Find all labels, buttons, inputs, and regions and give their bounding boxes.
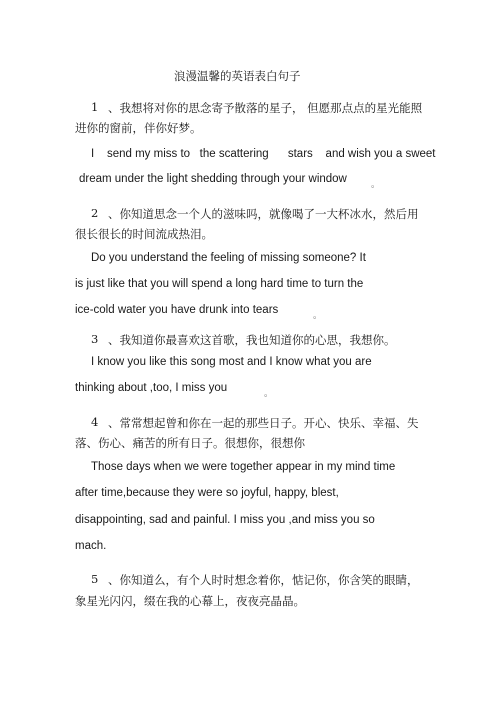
item-3-chinese-line-1: 、我知道你最喜欢这首歌，我也知道你的心思，我想你。: [108, 333, 396, 347]
item-2-number: 2: [91, 206, 99, 220]
item-1-chinese-line-2: 进你的窗前，伴你好梦。: [75, 121, 202, 135]
item-4-number: 4: [91, 415, 99, 429]
item-2-english-line-1: Do you understand the feeling of missing someone? It: [91, 252, 366, 264]
item-4-chinese-line-1: 、常常想起曾和你在一起的那些日子。开心、快乐、幸福、失: [108, 416, 419, 430]
item-2-chinese-line-2: 很长很长的时间流成热泪。: [75, 227, 213, 241]
item-1-english-line-2: dream under the light shedding through your window: [79, 173, 347, 185]
item-1-chinese-line-1: 、我想将对你的思念寄予散落的星子， 但愿那点点的星光能照: [108, 101, 423, 115]
item-2-english-line-3: ice-cold water you have drunk into tears: [75, 304, 279, 316]
item-3-period: 。: [264, 388, 274, 398]
item-4-english-line-2: after time,because they were so joyful, happy, blest,: [75, 487, 339, 499]
item-4-english-line-3: disappointing, sad and painful. I miss you ,and miss you so: [75, 514, 375, 526]
item-5-chinese-line-2: 象星光闪闪，缀在我的心幕上，夜夜亮晶晶。: [75, 594, 305, 608]
item-2-period: 。: [313, 310, 323, 320]
item-2-chinese-line-1: 、你知道思念一个人的滋味吗，就像喝了一大杯冰水，然后用: [108, 207, 419, 221]
item-3-english-line-1: I know you like this song most and I know what you are: [91, 356, 372, 368]
item-3-english-line-2: thinking about ,too, I miss you: [75, 382, 228, 394]
item-4-chinese-line-2: 落、伤心、痛苦的所有日子。很想你，很想你: [75, 436, 305, 450]
item-1-number: 1: [91, 100, 99, 114]
item-5-chinese-line-1: 、你知道么，有个人时时想念着你，惦记你，你含笑的眼睛，: [108, 573, 419, 587]
item-4-english-line-1: Those days when we were together appear in my mind time: [91, 461, 396, 473]
item-5-number: 5: [91, 572, 99, 586]
item-3-number: 3: [91, 332, 99, 346]
document-title: 浪漫温馨的英语表白句子: [174, 69, 301, 83]
item-2-english-line-2: is just like that you will spend a long hard time to turn the: [75, 278, 364, 290]
item-1-english-line-1: I send my miss to the scattering stars and wish you a sweet: [91, 148, 436, 160]
item-4-english-line-4: mach.: [75, 540, 107, 552]
item-1-period: 。: [371, 179, 381, 189]
